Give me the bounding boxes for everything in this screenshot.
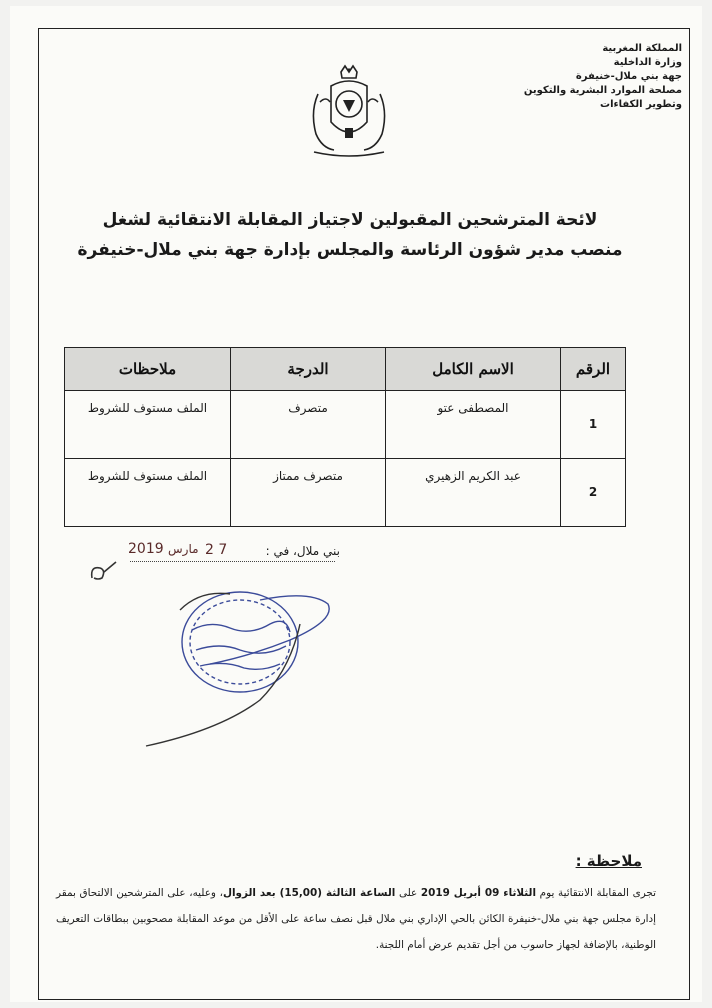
letterhead-line: مصلحة الموارد البشرية والتكوين	[523, 85, 682, 96]
document-title-line-1: لائحة المترشحين المقبولين لاجتياز المقابلة الانتقائية لشغل	[102, 210, 598, 230]
row-number: 1	[561, 391, 626, 459]
row-notes: الملف مستوف للشروط	[65, 391, 231, 459]
date-day: 2 7	[205, 542, 228, 558]
row-number: 2	[561, 459, 626, 527]
date-year: 2019	[128, 541, 164, 557]
date-label: بني ملال، في :	[265, 544, 340, 558]
row-name: عبد الكريم الزهيري	[386, 459, 561, 527]
letterhead-line: جهة بني ملال-خنيفرة	[575, 71, 682, 82]
letterhead	[482, 42, 682, 112]
table-row	[65, 391, 626, 459]
header-grade: الدرجة	[231, 348, 386, 391]
candidates-table	[64, 347, 626, 527]
document-title-line-2: منصب مدير شؤون الرئاسة والمجلس بإدارة جهة بني ملال-خنيفرة	[77, 240, 623, 260]
letterhead-line: وتطوير الكفاءات	[600, 99, 682, 110]
date-month: مارس	[168, 542, 199, 556]
note-title: ملاحظة :	[575, 852, 642, 870]
note-text: تجرى المقابلة الانتقائية يوم	[536, 887, 657, 899]
letterhead-line: المملكة المغربية	[602, 43, 682, 54]
official-stamp-and-signature	[140, 580, 340, 750]
header-number: الرقم	[561, 348, 626, 391]
row-notes: الملف مستوف للشروط	[65, 459, 231, 527]
coat-of-arms-emblem	[304, 62, 394, 162]
table-row	[65, 459, 626, 527]
letterhead-line: وزارة الداخلية	[613, 57, 682, 68]
note-text: على	[395, 887, 421, 899]
date-dotted-line	[130, 561, 335, 562]
table-header-row	[65, 348, 626, 391]
row-name: المصطفى عتو	[386, 391, 561, 459]
note-date-bold: الثلاثاء 09 أبريل 2019	[420, 887, 537, 899]
header-full-name: الاسم الكامل	[386, 348, 561, 391]
row-grade: متصرف ممتاز	[231, 459, 386, 527]
note-time-bold: الساعة الثالثة (15,00) بعد الزوال	[222, 887, 396, 899]
handwritten-mark	[88, 558, 118, 582]
note-body	[56, 880, 656, 958]
row-grade: متصرف	[231, 391, 386, 459]
header-notes: ملاحظات	[65, 348, 231, 391]
note-text: ، وعليه، على المترشحين الالتحاق بمقر إدارة مجلس جهة بني ملال-خنيفرة الكائن بالحي الإداري بني ملال قبل نصف ساعة على الأقل من موعد المقابلة مصحوبين ببطاقات التعريف الوطنية، بالإضافة لجهاز حاسوب من أجل تقديم عرض أمام اللجنة.	[56, 887, 656, 951]
